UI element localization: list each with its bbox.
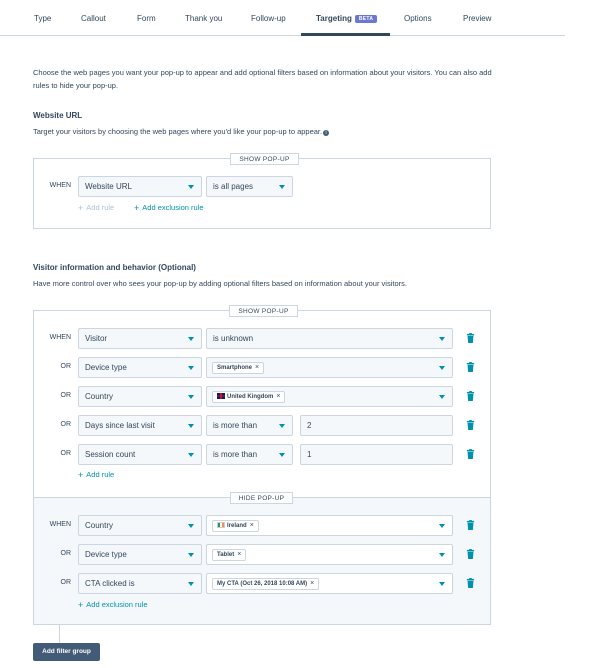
chevron-down-icon: [279, 185, 285, 189]
chevron-down-icon: [188, 524, 194, 528]
hide-popup-label: HIDE POP-UP: [230, 492, 293, 504]
website-url-subtext-text: Target your visitors by choosing the web pages where you'd like your pop-up to appear.: [33, 127, 323, 136]
hide-country-field-select[interactable]: [78, 515, 202, 536]
trash-icon[interactable]: [466, 362, 475, 372]
device-type-field-select[interactable]: [78, 357, 202, 378]
or-label: OR: [60, 421, 71, 428]
tab-targeting-label: Targeting: [316, 14, 352, 23]
chevron-down-icon: [439, 337, 445, 341]
intro-text: Choose the web pages you want your pop-up to appear and add optional filters based on information about your visitors. You can also add rules to hide your pop-up.: [33, 68, 492, 90]
beta-badge: BETA: [355, 15, 377, 23]
trash-icon[interactable]: [466, 333, 475, 343]
tab-options[interactable]: Options: [404, 14, 432, 23]
device-type-value-select[interactable]: [206, 357, 453, 378]
tab-preview[interactable]: Preview: [463, 14, 492, 23]
tag-label: Tablet: [217, 552, 235, 558]
add-rule-label: Add rule: [86, 203, 115, 212]
select-value: CTA clicked is: [85, 579, 135, 588]
add-rule-label: Add rule: [86, 470, 115, 479]
tag-tablet: [212, 549, 246, 561]
select-value: Visitor: [85, 334, 108, 343]
chevron-down-icon: [188, 395, 194, 399]
website-url-subtext: [33, 127, 329, 136]
tab-callout[interactable]: Callout: [81, 14, 106, 23]
add-rule-button-disabled[interactable]: [78, 203, 114, 213]
chevron-down-icon: [188, 424, 194, 428]
hide-cta-value-select[interactable]: [206, 573, 453, 594]
visitor-panel: [33, 310, 491, 625]
visitor-operator-select[interactable]: [206, 328, 453, 349]
remove-tag-icon[interactable]: ×: [310, 580, 315, 587]
or-label: OR: [60, 550, 71, 557]
tag-label: My CTA (Oct 26, 2018 10:08 AM): [217, 581, 308, 587]
tag-label: United Kingdom: [227, 394, 274, 400]
plus-icon: +: [78, 600, 84, 610]
when-label: WHEN: [49, 521, 71, 528]
website-url-operator-select[interactable]: [206, 176, 293, 197]
hide-popup-area: [34, 497, 490, 624]
trash-icon[interactable]: [466, 549, 475, 559]
or-label: OR: [60, 392, 71, 399]
chevron-down-icon: [188, 366, 194, 370]
hide-device-type-value-select[interactable]: [206, 544, 453, 565]
plus-icon: +: [134, 203, 140, 213]
info-icon[interactable]: i: [323, 130, 329, 136]
tag-label: Ireland: [227, 523, 247, 529]
tab-bar: [0, 0, 565, 36]
website-url-field-select[interactable]: [78, 176, 202, 197]
add-exclusion-rule-label: Add exclusion rule: [86, 600, 148, 609]
days-since-last-visit-input[interactable]: 2: [300, 415, 453, 436]
select-value: is all pages: [213, 182, 254, 191]
chevron-down-icon: [188, 582, 194, 586]
tab-follow-up[interactable]: Follow-up: [251, 14, 286, 23]
add-exclusion-rule-button[interactable]: [78, 600, 148, 610]
tab-form[interactable]: Form: [137, 14, 156, 23]
trash-icon[interactable]: [466, 391, 475, 401]
show-popup-label: SHOW POP-UP: [229, 305, 298, 317]
remove-tag-icon[interactable]: ×: [255, 364, 260, 371]
session-count-operator-select[interactable]: [206, 444, 293, 465]
chevron-down-icon: [439, 553, 445, 557]
select-value: Country: [85, 392, 114, 401]
show-popup-label: SHOW POP-UP: [230, 153, 299, 165]
chevron-down-icon: [279, 424, 285, 428]
chevron-down-icon: [439, 366, 445, 370]
tag-label: Smartphone: [217, 365, 253, 371]
or-label: OR: [60, 450, 71, 457]
chevron-down-icon: [439, 524, 445, 528]
hide-cta-clicked-field-select[interactable]: [78, 573, 202, 594]
chevron-down-icon: [439, 395, 445, 399]
tag-smartphone: [212, 362, 264, 374]
chevron-down-icon: [188, 553, 194, 557]
select-value: Country: [85, 521, 114, 530]
remove-tag-icon[interactable]: ×: [237, 551, 242, 558]
add-exclusion-rule-button[interactable]: [134, 203, 204, 213]
select-value: Website URL: [85, 182, 132, 191]
or-label: OR: [60, 579, 71, 586]
tab-type[interactable]: Type: [34, 14, 52, 23]
days-since-last-visit-field-select[interactable]: [78, 415, 202, 436]
select-value: is more than: [213, 421, 258, 430]
select-value: is unknown: [213, 334, 254, 343]
chevron-down-icon: [188, 337, 194, 341]
trash-icon[interactable]: [466, 520, 475, 530]
remove-tag-icon[interactable]: ×: [276, 393, 281, 400]
website-url-panel: [33, 158, 491, 229]
select-value: Device type: [85, 550, 127, 559]
hide-device-type-field-select[interactable]: [78, 544, 202, 565]
select-value: Device type: [85, 363, 127, 372]
chevron-down-icon: [439, 582, 445, 586]
active-tab-indicator: [301, 33, 390, 36]
session-count-field-select[interactable]: [78, 444, 202, 465]
visitor-field-select[interactable]: [78, 328, 202, 349]
trash-icon[interactable]: [466, 449, 475, 459]
connector-line: [59, 625, 60, 643]
trash-icon[interactable]: [466, 578, 475, 588]
chevron-down-icon: [188, 453, 194, 457]
visitor-subtext: Have more control over who sees your pop-up by adding optional filters based on information about your visitors.: [33, 279, 407, 288]
or-label: OR: [60, 363, 71, 370]
add-filter-group-button[interactable]: Add filter group: [33, 643, 100, 661]
when-label: WHEN: [49, 182, 71, 189]
chevron-down-icon: [279, 453, 285, 457]
when-label: WHEN: [49, 334, 71, 341]
remove-tag-icon[interactable]: ×: [249, 522, 254, 529]
plus-icon: +: [78, 470, 84, 480]
country-field-select[interactable]: [78, 386, 202, 407]
country-value-select[interactable]: [206, 386, 453, 407]
tab-thank-you[interactable]: Thank you: [185, 14, 223, 23]
session-count-input[interactable]: 1: [300, 444, 453, 465]
select-value: is more than: [213, 450, 258, 459]
select-value: Days since last visit: [85, 421, 155, 430]
tag-ireland: [212, 520, 259, 532]
trash-icon[interactable]: [466, 420, 475, 430]
hide-country-value-select[interactable]: [206, 515, 453, 536]
ireland-flag-icon: [217, 522, 225, 528]
add-exclusion-rule-label: Add exclusion rule: [142, 203, 204, 212]
visitor-heading: Visitor information and behavior (Optional): [33, 263, 196, 272]
tag-my-cta: [212, 578, 319, 590]
add-rule-button[interactable]: [78, 470, 114, 480]
website-url-heading: Website URL: [33, 111, 83, 120]
plus-icon: +: [78, 203, 84, 213]
days-since-last-visit-operator-select[interactable]: [206, 415, 293, 436]
uk-flag-icon: [217, 393, 225, 399]
select-value: Session count: [85, 450, 136, 459]
tag-united-kingdom: [212, 391, 285, 403]
chevron-down-icon: [188, 185, 194, 189]
tab-targeting[interactable]: [316, 14, 377, 23]
